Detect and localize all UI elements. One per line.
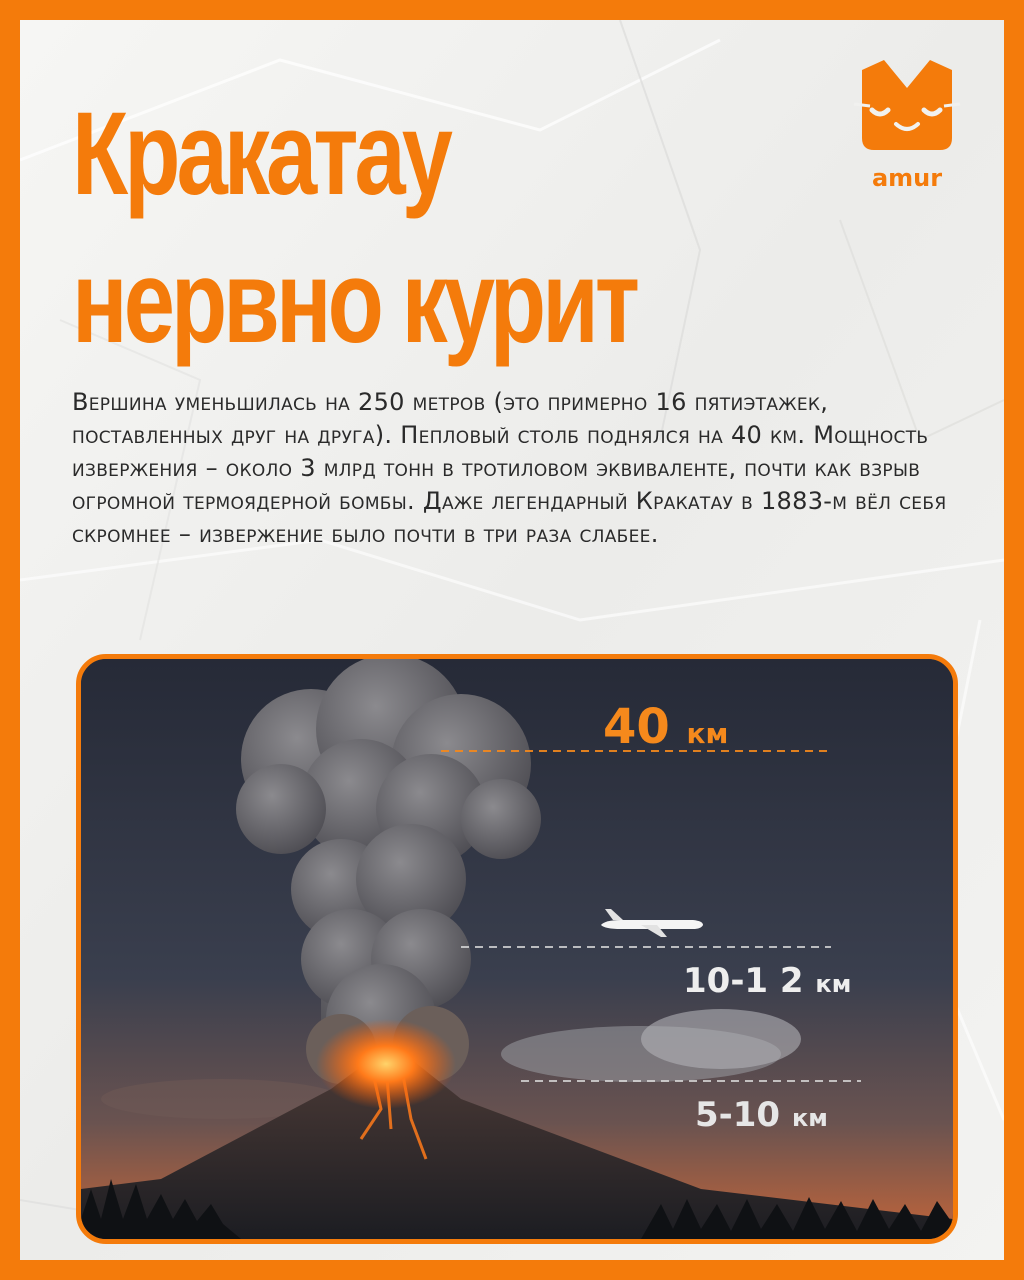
altitude-value: 10-1 2 xyxy=(683,961,804,1001)
altitude-unit: км xyxy=(815,970,852,998)
altitude-value: 40 xyxy=(603,699,670,755)
eruption-illustration xyxy=(76,654,958,1244)
brand-name: amur xyxy=(871,164,943,192)
article-text: Вершина уменьшилась на 250 метров (это примерно 16 пятиэтажек, поставленных друг на друга). Пепловый столб поднялся на 40 км. Мощность извержения – около 3 млрд тонн в тротиловом эквиваленте, почти как взрыв огромной термоядерной бомбы. Даже легендарный Кракатау в 1883-м вёл себя скромнее – извержение было почти в три раза слабее. xyxy=(72,388,947,548)
altitude-unit: км xyxy=(686,717,729,750)
altitude-label-5-10 xyxy=(695,1095,828,1135)
page-title xyxy=(72,80,636,376)
volcano-scene xyxy=(81,659,953,1239)
brand-logo[interactable] xyxy=(852,54,962,192)
poster xyxy=(20,20,1004,1260)
altitude-label-40 xyxy=(603,699,728,755)
altitude-label-10-12 xyxy=(683,961,851,1001)
title-line-2: нервно курит xyxy=(72,236,637,368)
title-line-1: Кракатау xyxy=(72,88,450,220)
altitude-unit: км xyxy=(791,1104,828,1132)
altitude-value: 5-10 xyxy=(695,1095,781,1135)
cat-letter-m-icon xyxy=(852,54,962,162)
